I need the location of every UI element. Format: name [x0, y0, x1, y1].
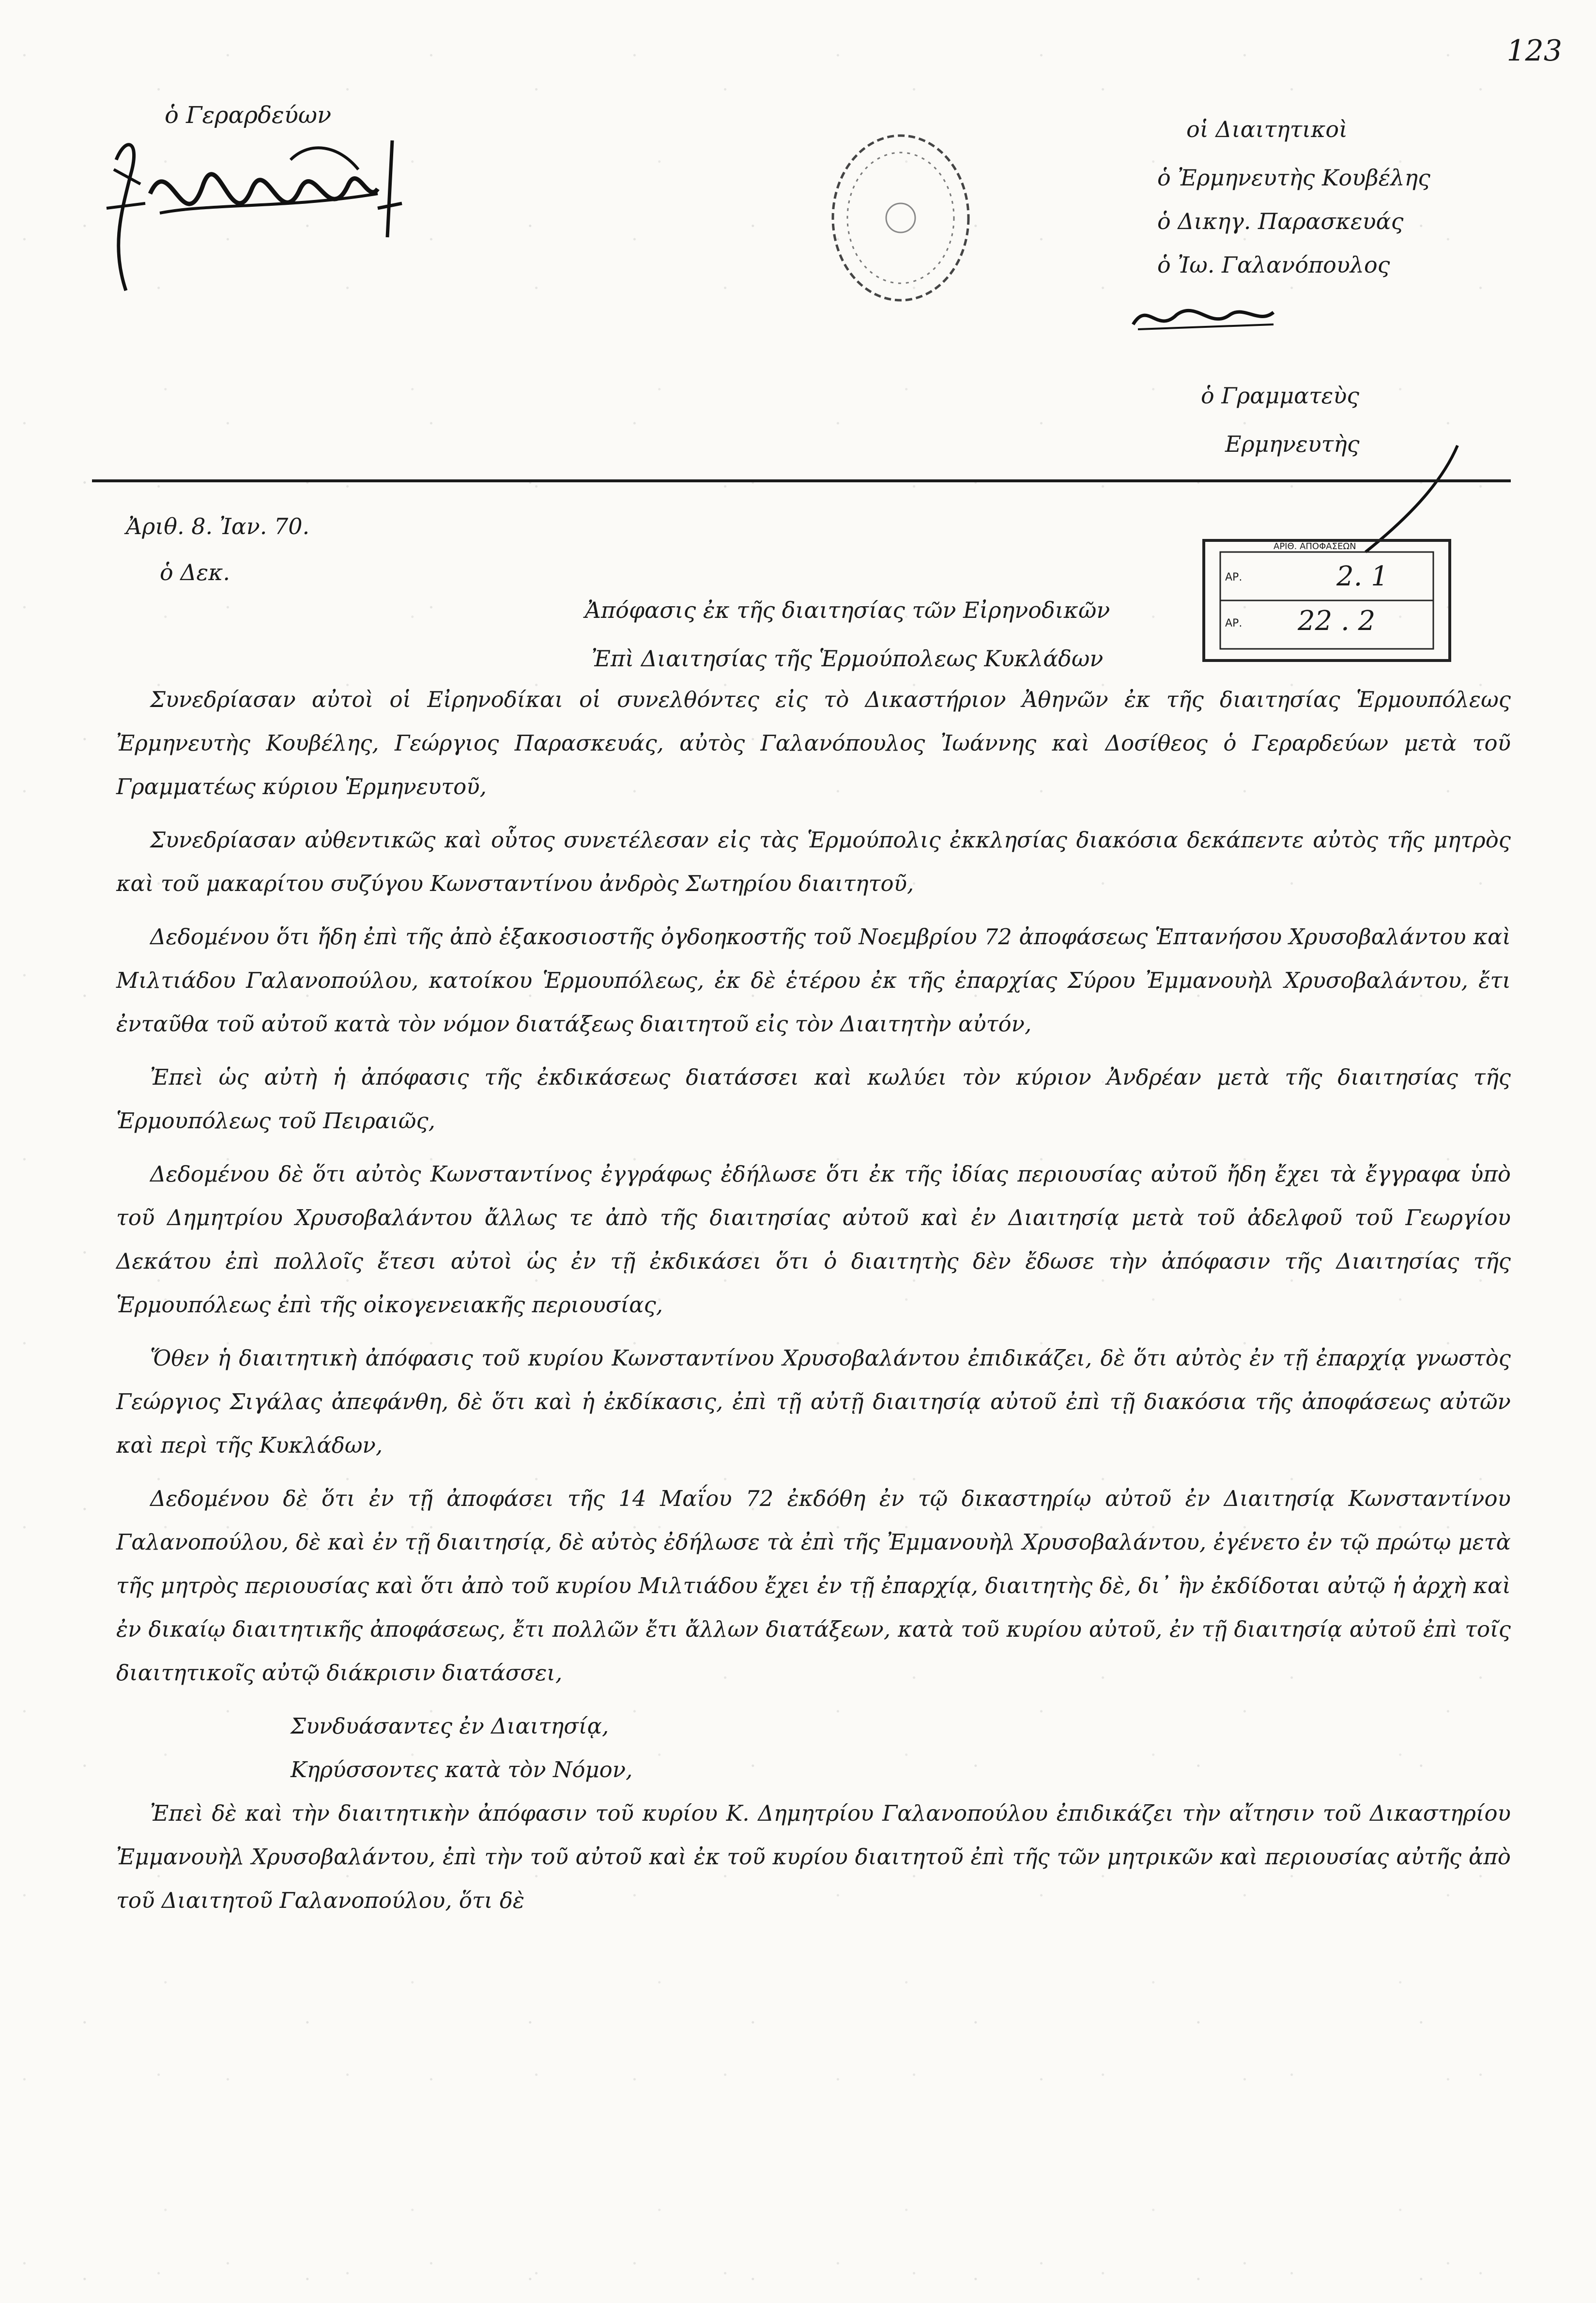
heading-line-2: Ἐπὶ Διαιτησίας τῆς Ἑρμούπολεως Κυκλάδων — [591, 645, 1104, 672]
page-number: 123 — [1506, 34, 1562, 68]
secretary-name: Ερμηνευτὴς — [1225, 431, 1360, 457]
paragraph: Δεδομένου ὅτι ἤδη ἐπὶ τῆς ἀπὸ ἑξακοσιοστῆς ὀγδοηκοστῆς τοῦ Νοεμβρίου 72 ἀποφάσεως Ἑπτανήσου Χρυσοβαλάντου καὶ Μιλτιάδου Γαλανοπούλου, κατοίκου Ἑρμουπόλεως, ἐκ δὲ ἑτέρου ἐκ τῆς ἐπαρχίας Σύρου Ἐμμανουὴλ Χρυσοβαλάντου, ἔτι ἐνταῦθα τοῦ αὐτοῦ κατὰ τὸν νόμον διατάξεως διαιτητοῦ εἰς τὸν Διαιτητὴν αὐτόν, — [116, 924, 1511, 1037]
stamp-row1-label: ΑΡ. — [1225, 571, 1243, 583]
stamp-row2-value: 22 . 2 — [1298, 605, 1376, 637]
signatory-line-4: ὁ Ἰω. Γαλανόπουλος — [1157, 252, 1390, 278]
handwritten-signature — [87, 87, 426, 310]
date-line-1: Ἀριθ. 8. Ἰαν. 70. — [126, 513, 310, 539]
document-heading — [484, 586, 1211, 683]
document-body — [116, 678, 1511, 1932]
signatory-line-3: ὁ Δικηγ. Παρασκευάς — [1157, 208, 1404, 234]
closing-line: Συνδυάσαντες ἐν Διαιτησίᾳ, — [291, 1713, 609, 1739]
signatory-signature — [1128, 295, 1283, 339]
paragraph: Δεδομένου δὲ ὅτι αὐτὸς Κωνσταντίνος ἐγγράφως ἐδήλωσε ὅτι ἐκ τῆς ἰδίας περιουσίας αὐτοῦ ἤδη ἔχει τὰ ἔγγραφα ὑπὸ τοῦ Δημητρίου Χρυσοβαλάντου ἄλλως τε ἀπὸ τῆς διαιτησίας αὐτοῦ καὶ ἐν Διαιτησίᾳ μετὰ τοῦ ἀδελφοῦ τοῦ Γεωργίου Δεκάτου ἐπὶ πολλοῖς ἔτεσι αὐτοὶ ὡς ἐν τῇ ἐκδικάσει ὅτι ὁ διαιτητὴς δὲν ἔδωσε τὴν ἀπόφασιν τῆς Διαιτησίας τῆς Ἑρμουπόλεως ἐπὶ τῆς οἰκογενειακῆς περιουσίας, — [116, 1161, 1511, 1318]
signatory-line-1: οἱ Διαιτητικοὶ — [1186, 116, 1348, 142]
heading-line-1: Ἀπόφασις ἐκ τῆς διαιτησίας τῶν Εἰρηνοδικῶν — [584, 597, 1110, 623]
header-divider — [92, 479, 1511, 482]
paragraph: Δεδομένου δὲ ὅτι ἐν τῇ ἀποφάσει τῆς 14 Μαΐου 72 ἐκδόθη ἐν τῷ δικαστηρίῳ αὐτοῦ ἐν Διαιτησίᾳ Κωνσταντίνου Γαλανοπούλου, δὲ καὶ ἐν τῇ διαιτησίᾳ, δὲ αὐτὸς ἐδήλωσε τὰ ἐπὶ τῆς Ἐμμανουὴλ Χρυσοβαλάντου, ἐγένετο ἐν τῷ πρώτῳ μετὰ τῆς μητρὸς περιουσίας καὶ ὅτι ἀπὸ τοῦ κυρίου Μιλτιάδου ἔχει ἐν τῇ ἐπαρχίᾳ, διαιτητὴς δὲ, δι᾽ ἣν ἐκδίδοται αὐτῷ ἡ ἀρχὴ καὶ ἐν δικαίῳ διαιτητικῆς ἀποφάσεως, ἔτι πολλῶν ἔτι ἄλλων διατάξεων, κατὰ τοῦ κυρίου αὐτοῦ, ἐν τῇ διαιτησίᾳ αὐτοῦ ἐπὶ τοῖς διαιτητικοῖς αὐτῷ διάκρισιν διατάσσει, — [116, 1486, 1511, 1686]
stamp-label: ΑΡΙΘ. ΑΠΟΦΑΣΕΩΝ — [1274, 541, 1356, 552]
stamp-row1-value: 2. 1 — [1336, 561, 1388, 592]
paragraph: Συνεδρίασαν αὐτοὶ οἱ Εἰρηνοδίκαι οἱ συνελθόντες εἰς τὸ Δικαστήριον Ἀθηνῶν ἐκ τῆς διαιτησίας Ἑρμουπόλεως Ἐρμηνευτὴς Κουβέλης, Γεώργιος Παρασκευάς, αὐτὸς Γαλανόπουλος Ἰωάννης καὶ Δοσίθεος ὁ Γεραρδεύων μετὰ τοῦ Γραμματέως κύριου Ἑρμηνευτοῦ, — [116, 687, 1511, 799]
top-right-signatories — [1128, 107, 1554, 484]
paragraph: Ἐπεὶ ὡς αὐτὴ ἡ ἀπόφασις τῆς ἐκδικάσεως διατάσσει καὶ κωλύει τὸν κύριον Ἀνδρέαν μετὰ τῆς διαιτησίας τῆς Ἑρμουπόλεως τοῦ Πειραιῶς, — [116, 1064, 1511, 1134]
official-seal — [823, 116, 978, 320]
signatory-line-2: ὁ Ἐρμηνευτὴς Κουβέλης — [1157, 165, 1430, 191]
secretary-title: ὁ Γραμματεὺς — [1201, 383, 1360, 409]
registry-stamp — [1201, 537, 1453, 663]
date-line-2: ὁ Δεκ. — [160, 559, 230, 585]
final-paragraph: Ἐπεὶ δὲ καὶ τὴν διαιτητικὴν ἀπόφασιν τοῦ κυρίου Κ. Δημητρίου Γαλανοπούλου ἐπιδικάζει τὴν αἴτησιν τοῦ Δικαστηρίου Ἐμμανουὴλ Χρυσοβαλάντου, ἐπὶ τὴν τοῦ αὐτοῦ καὶ ἐκ τοῦ κυρίου διαιτητοῦ ἐπὶ τῆς τῶν μητρικῶν καὶ περιουσίας αὐτῆς ἀπὸ τοῦ Διαιτητοῦ Γαλανοπούλου, ὅτι δὲ — [116, 1800, 1511, 1913]
paragraph: Συνεδρίασαν αὐθεντικῶς καὶ οὗτος συνετέλεσαν εἰς τὰς Ἑρμούπολις ἐκκλησίας διακόσια δεκάπεντε αὐτὸς τῆς μητρὸς καὶ τοῦ μακαρίτου συζύγου Κωνσταντίνου ἀνδρὸς Σωτηρίου διαιτητοῦ, — [116, 827, 1511, 896]
stamp-frame — [1201, 537, 1453, 663]
date-block — [126, 504, 309, 596]
signatory-title: ὁ Γεραρδεύων — [165, 102, 332, 129]
closing-line: Κηρύσσοντες κατὰ τὸν Νόμον, — [291, 1757, 633, 1782]
paragraph: Ὅθεν ἡ διαιτητικὴ ἀπόφασις τοῦ κυρίου Κωνσταντίνου Χρυσοβαλάντου ἐπιδικάζει, δὲ ὅτι αὐτὸς ἐν τῇ ἐπαρχίᾳ γνωστὸς Γεώργιος Σιγάλας ἀπεφάνθη, δὲ ὅτι καὶ ἡ ἐκδίκασις, ἐπὶ τῇ αὐτῇ διαιτησίᾳ αὐτοῦ ἐπὶ τῇ διακόσια τῆς ἀποφάσεως αὐτῶν καὶ περὶ τῆς Κυκλάδων, — [116, 1345, 1511, 1458]
top-left-signature-block — [87, 87, 426, 310]
stamp-row2-label: ΑΡ. — [1225, 617, 1243, 629]
